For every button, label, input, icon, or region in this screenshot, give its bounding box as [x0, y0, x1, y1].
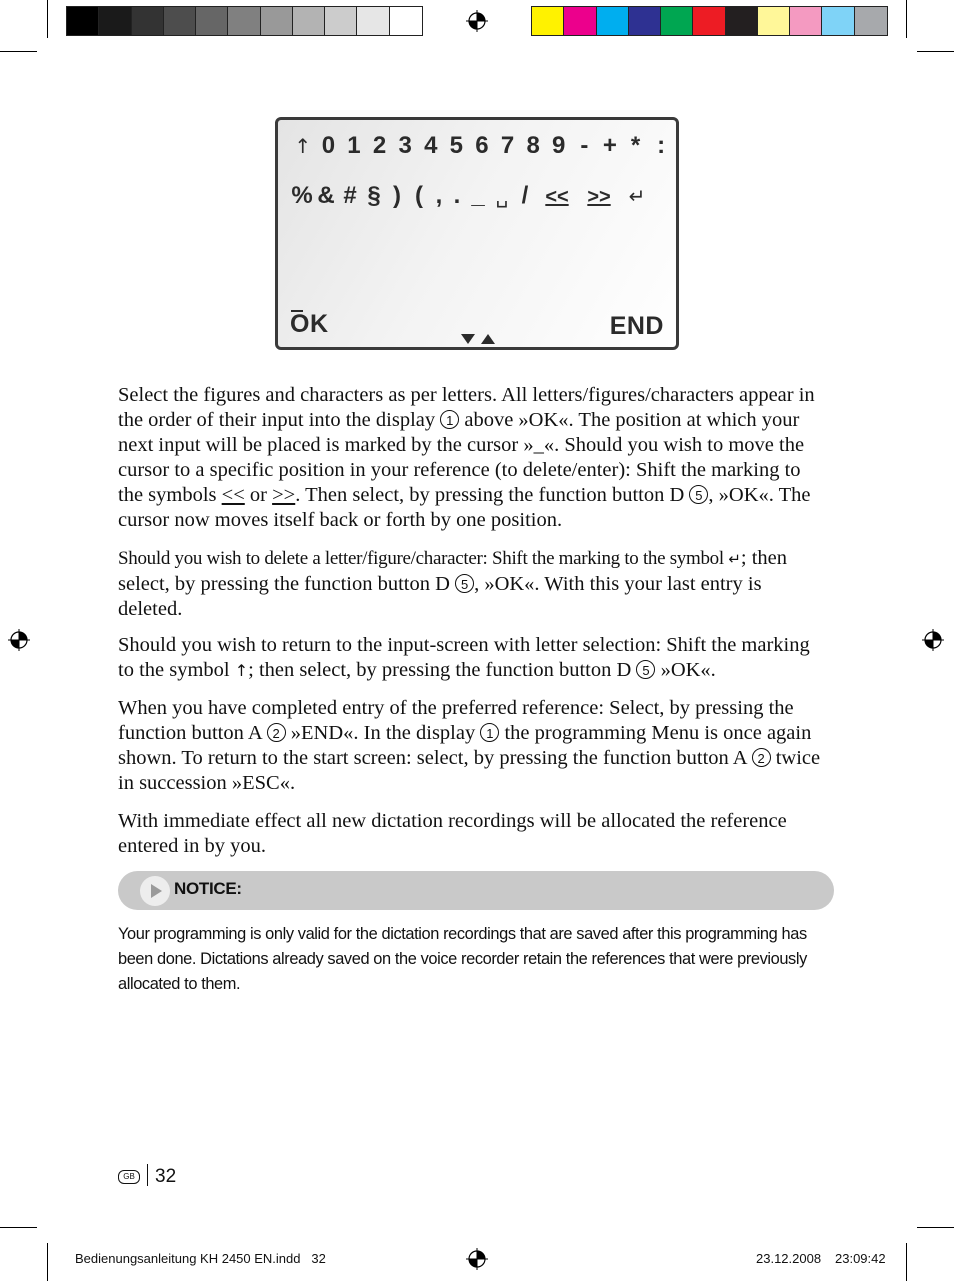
color-swatch	[228, 7, 260, 35]
ref-number: 2	[752, 748, 771, 767]
paragraph-cursor-movement: Select the figures and characters as per letters. All letters/figures/characters appear in the order of their input into the display 1 above »OK«. The position at which your next input will be placed is marked by the cursor »_«. Should you wish to move the cursor to a specific position in your reference (to delete/enter): Shift the marking to the symbols << or >>. Then select, by pressing the function button D 5 , »OK«. The cursor now moves itself back or forth by one position.	[118, 384, 815, 531]
lcd-character: ,	[435, 182, 443, 209]
lcd-character: 4	[424, 132, 438, 159]
lcd-character: §	[367, 182, 381, 209]
ref-number: 5	[689, 485, 708, 504]
lcd-character: #	[343, 182, 357, 209]
lcd-character: >>	[587, 186, 611, 208]
paragraph-delete: Should you wish to delete a letter/figure/character: Shift the marking to the symbol ↵; then select, by pressing the function button D 5 , »OK«. With this your last entry is deleted.	[118, 547, 788, 620]
lcd-character: 6	[475, 132, 489, 159]
lcd-character: (	[415, 182, 423, 209]
color-swatch	[325, 7, 357, 35]
color-swatch	[357, 7, 389, 35]
process-color-bar	[531, 6, 888, 36]
color-swatch	[661, 7, 693, 35]
color-swatch	[822, 7, 854, 35]
ref-number: 5	[636, 660, 655, 679]
paragraph-return-input: Should you wish to return to the input-screen with letter selection: Shift the marking to the symbol ↑; then select, by pressing the function button D 5 »OK«.	[118, 634, 810, 681]
grayscale-color-bar	[66, 6, 423, 36]
color-swatch	[855, 7, 887, 35]
symbol-back: <<	[221, 484, 245, 506]
ref-number: 1	[480, 723, 499, 742]
color-swatch	[532, 7, 564, 35]
crop-mark	[906, 1243, 907, 1281]
crop-mark	[906, 0, 907, 38]
color-swatch	[293, 7, 325, 35]
lcd-character: %	[291, 182, 313, 209]
color-swatch	[196, 7, 228, 35]
color-swatch	[164, 7, 196, 35]
registration-mark-icon	[466, 10, 488, 32]
return-icon: ↵	[728, 550, 741, 568]
color-swatch	[790, 7, 822, 35]
color-swatch	[693, 7, 725, 35]
lcd-character: 3	[398, 132, 412, 159]
lcd-character: :	[657, 132, 666, 159]
ref-number: 1	[440, 410, 459, 429]
language-badge: GB	[118, 1170, 140, 1184]
end-softkey-label: END	[609, 312, 664, 340]
color-swatch	[726, 7, 758, 35]
lcd-character: 1	[347, 132, 361, 159]
lcd-character: +	[602, 132, 617, 159]
registration-mark-icon	[8, 629, 30, 651]
play-icon	[140, 876, 170, 906]
lcd-character: 0	[321, 132, 336, 159]
crop-mark	[0, 51, 37, 52]
crop-mark	[917, 1227, 954, 1228]
crop-mark	[917, 51, 954, 52]
footer-time: 23:09:42	[835, 1251, 886, 1266]
ref-number: 2	[267, 723, 286, 742]
lcd-character: )	[393, 182, 401, 209]
lcd-character: <<	[545, 186, 569, 208]
color-swatch	[261, 7, 293, 35]
paragraph-complete-entry: When you have completed entry of the preferred reference: Select, by pressing the function button A 2 »END«. In the display 1 the programming Menu is once again shown. To return to the start screen: select, by pressing the function button A 2 twice in succession »ESC«.	[118, 697, 821, 794]
crop-mark	[47, 0, 48, 38]
crop-mark	[0, 1227, 37, 1228]
divider	[147, 1164, 148, 1186]
character-row-2	[290, 182, 654, 210]
lcd-character: 5	[449, 132, 464, 159]
notice-banner	[118, 871, 834, 910]
crop-mark	[47, 1243, 48, 1281]
color-swatch	[132, 7, 164, 35]
color-swatch	[99, 7, 131, 35]
lcd-character: ↑	[294, 134, 312, 158]
lcd-character: &	[317, 182, 335, 209]
ref-number: 5	[455, 574, 474, 593]
color-swatch	[629, 7, 661, 35]
up-down-arrows-icon	[461, 333, 497, 345]
lcd-character: 7	[500, 132, 515, 159]
lcd-character: .	[453, 182, 461, 209]
color-swatch	[390, 7, 422, 35]
character-row-1	[290, 132, 674, 160]
lcd-character: ␣	[495, 184, 509, 208]
notice-text: Your programming is only valid for the dictation recordings that are saved after this programming has been done. Dictations already saved on the voice recorder retain the references that were previously allocated to them.	[118, 925, 807, 993]
symbol-forward: >>	[272, 484, 296, 506]
color-swatch	[758, 7, 790, 35]
lcd-character: ↵	[628, 184, 646, 208]
paragraph-immediate-effect: With immediate effect all new dictation recordings will be allocated the reference entered in by you.	[118, 810, 787, 857]
lcd-character: 9	[552, 132, 566, 159]
lcd-character: 8	[526, 132, 540, 159]
lcd-character: /	[521, 182, 529, 209]
lcd-character: _	[471, 182, 485, 209]
color-swatch	[597, 7, 629, 35]
footer-date: 23.12.2008	[756, 1251, 822, 1266]
notice-label: NOTICE:	[174, 879, 242, 898]
color-swatch	[67, 7, 99, 35]
arrow-up-icon: ↑	[234, 661, 249, 680]
ok-softkey-label: OK	[290, 310, 329, 338]
footer-filename: Bedienungsanleitung KH 2450 EN.indd 32	[75, 1251, 326, 1266]
lcd-character: *	[630, 132, 641, 159]
page-number: GB 32	[118, 1164, 176, 1188]
lcd-character: 2	[372, 132, 387, 159]
lcd-display	[275, 117, 679, 350]
color-swatch	[564, 7, 596, 35]
registration-mark-icon	[922, 629, 944, 651]
lcd-character: -	[580, 132, 589, 159]
registration-mark-icon	[466, 1248, 488, 1270]
